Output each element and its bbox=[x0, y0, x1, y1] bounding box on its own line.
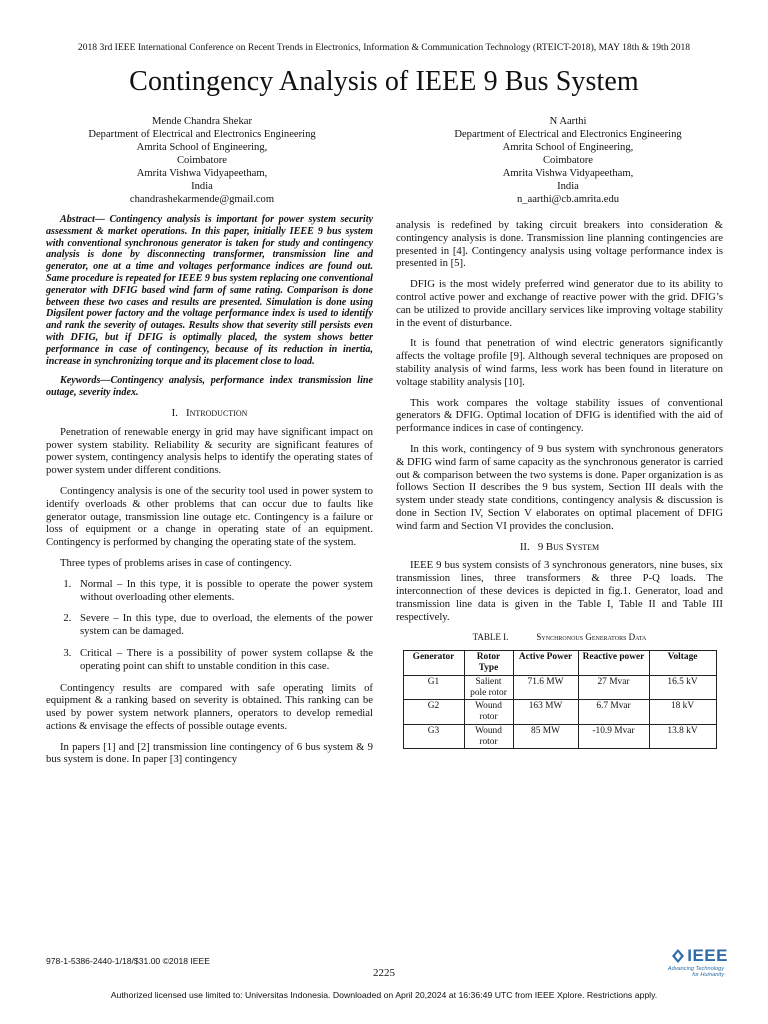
ieee-logo bbox=[658, 946, 728, 986]
license-note: Authorized licensed use limited to: Universitas Indonesia. Downloaded on April 20,2024 at 16:36:49 UTC from IEEE Xplore. Restrictions apply. bbox=[110, 990, 658, 1000]
paragraph: Penetration of renewable energy in grid may have significant impact on power system stability. Reliability & security are significant features of power system, contingency analysis helps to identify the operating states of power system under different conditions. bbox=[46, 425, 373, 477]
paragraph: IEEE 9 bus system consists of 3 synchronous generators, nine buses, six transmission lines, three transformers & three P-Q loads. The interconnection of these devices is depicted in fig.1. Generator, load and transmission line data is given in the Table I, Table II and Table III respectively. bbox=[396, 559, 723, 623]
table-row bbox=[403, 724, 716, 749]
table-row bbox=[403, 700, 716, 725]
table-cell: 13.8 kV bbox=[649, 724, 716, 749]
author-city: Coimbatore bbox=[542, 155, 593, 166]
abstract-text: — Contingency analysis is important for power system security assessment & market operations. In this paper, initially IEEE 9 bus system with conventional synchronous generator is taken for study and contingency analysis is done by disconnecting transformer, transmission line and generator, one at a time and voltages performance indices are found out. Same procedure is repeated for IEEE 9 bus system replacing one conventional generator with DFIG based wind farm of same rating. Comparison is done between these two cases and results are presented. Simulation is done using Digsilent power factory and the voltage performance index is used to identify and rank the severity of outages. Results show that severity still persists even with DFIG, but if DFIG is optimally placed, the system shows better performance in case of contingency, because of its reduction in inertia, increase in synchronizing torque and its placement close to load. bbox=[46, 214, 373, 367]
table-cell: G3 bbox=[403, 724, 464, 749]
section-heading-9-bus-system bbox=[396, 541, 723, 554]
table-cell: G1 bbox=[403, 675, 464, 700]
author-country: India bbox=[557, 181, 579, 192]
section-number: I. bbox=[171, 406, 178, 419]
table-cell: 16.5 kV bbox=[649, 675, 716, 700]
table-cell: G2 bbox=[403, 700, 464, 725]
section-title: 9 Bus System bbox=[537, 540, 600, 553]
column-header: Rotor Type bbox=[464, 651, 513, 676]
table-title: Synchronous Generators Data bbox=[536, 632, 647, 643]
table-caption bbox=[396, 631, 723, 644]
left-column bbox=[46, 214, 373, 774]
paragraph: Three types of problems arises in case of contingency. bbox=[60, 556, 292, 569]
column-header: Voltage bbox=[649, 651, 716, 676]
isbn-footer: 978-1-5386-2440-1/18/$31.00 ©2018 IEEE bbox=[46, 956, 211, 966]
conference-header: 2018 3rd IEEE International Conference on Recent Trends in Electronics, Information & Communication Technology (RTEICT-2018), MAY 18th & 19th 2018 bbox=[77, 42, 691, 53]
table-cell: -10.9 Mvar bbox=[578, 724, 649, 749]
list-item: 3. Critical – There is a possibility of power system collapse & the operating point can shift to unstable condition in this case. bbox=[74, 647, 373, 673]
tagline-line-1: Advancing Technology bbox=[667, 966, 724, 972]
ieee-tagline bbox=[658, 966, 728, 978]
author-city: Coimbatore bbox=[176, 155, 227, 166]
right-column bbox=[396, 219, 723, 749]
list-item: 2. Severe – In this type, due to overload, the elements of the power system can be damaged. bbox=[74, 612, 373, 638]
section-heading-introduction bbox=[46, 407, 373, 420]
table-cell: 6.7 Mvar bbox=[578, 700, 649, 725]
list-item: 1. Normal – In this type, it is possible to operate the power system without overloading other elements. bbox=[74, 578, 373, 604]
keywords bbox=[46, 375, 373, 399]
author-dept: Department of Electrical and Electronics Engineering bbox=[88, 129, 316, 140]
author-name: Mende Chandra Shekar bbox=[151, 116, 253, 127]
column-header: Active Power bbox=[513, 651, 578, 676]
abstract-label: Abstract bbox=[60, 214, 95, 225]
table-cell: Salient pole rotor bbox=[464, 675, 513, 700]
table-cell: 27 Mvar bbox=[578, 675, 649, 700]
section-title: Introduction bbox=[186, 406, 248, 419]
author-block-2 bbox=[418, 115, 718, 206]
tagline-line-2: for Humanity bbox=[692, 972, 724, 978]
generator-data-table bbox=[403, 650, 717, 749]
table-cell: 71.6 MW bbox=[513, 675, 578, 700]
keywords-text: —Contingency analysis, performance index transmission line outage, severity index. bbox=[46, 375, 373, 399]
table-header-row bbox=[403, 651, 716, 676]
author-university: Amrita Vishwa Vidyapeetham, bbox=[502, 168, 634, 179]
table-label: TABLE I. bbox=[472, 632, 509, 643]
paragraph: DFIG is the most widely preferred wind generator due to its ability to control active power and exchange of reactive power with the grid. DFIG’s can be utilized to provide ancillary services like improving voltage stability in the event of disturbance. bbox=[396, 278, 723, 329]
paragraph: Contingency analysis is one of the security tool used in power system to identify overloads & other problems that can occur due to faults like generator outage, transmission line outage etc. Contingency is a failure or loss of equipment or a change in operating state of an equipment. Contingency is performed by changing the operating state of the system. bbox=[46, 484, 373, 549]
author-block-1 bbox=[52, 115, 352, 206]
paragraph: In this work, contingency of 9 bus system with synchronous generators & DFIG wind farm of same capacity as the synchronous generator is carried out & comparison between the two systems is done. Paper organization is as follows Section II describes the 9 bus system, Section III deals with the system under steady state conditions, contingency analysis & discussion is done in Section IV, Section V elaborates on optimal placement of DFIG wind farm and Section VI provides the conclusion. bbox=[396, 442, 723, 532]
author-name: N Aarthi bbox=[549, 116, 587, 127]
ieee-wordmark: IEEE bbox=[687, 946, 728, 965]
table-row bbox=[403, 675, 716, 700]
paragraph: analysis is redefined by taking circuit breakers into consideration & contingency analysis is done. Transmission line planning contingencies are presented in [4]. Contingency analysis using voltage performance index is presented in [5]. bbox=[396, 219, 723, 270]
table-cell: 163 MW bbox=[513, 700, 578, 725]
keywords-label: Keywords bbox=[60, 375, 101, 387]
author-university: Amrita Vishwa Vidyapeetham, bbox=[136, 168, 268, 179]
paragraph: It is found that penetration of wind electric generators significantly affects the voltage profile [9]. Although several techniques are proposed on stability analysis of wind farms, less work has been found in literature on voltage stability analysis [10]. bbox=[396, 337, 723, 388]
section-number: II. bbox=[519, 540, 530, 553]
table-cell: Wound rotor bbox=[464, 724, 513, 749]
column-header: Reactive power bbox=[578, 651, 649, 676]
author-school: Amrita School of Engineering, bbox=[502, 142, 634, 153]
ieee-diamond-icon bbox=[672, 949, 684, 963]
author-email: n_aarthi@cb.amrita.edu bbox=[516, 194, 620, 205]
author-dept: Department of Electrical and Electronics Engineering bbox=[454, 129, 682, 140]
table-cell: 85 MW bbox=[513, 724, 578, 749]
author-school: Amrita School of Engineering, bbox=[136, 142, 268, 153]
paragraph: In papers [1] and [2] transmission line contingency of 6 bus system & 9 bus system is done. In paper [3] contingency bbox=[46, 740, 373, 766]
author-email: chandrashekarmende@gmail.com bbox=[129, 194, 275, 205]
problem-types-list bbox=[46, 578, 373, 673]
column-header: Generator bbox=[403, 651, 464, 676]
author-country: India bbox=[191, 181, 213, 192]
table-cell: 18 kV bbox=[649, 700, 716, 725]
table-cell: Wound rotor bbox=[464, 700, 513, 725]
abstract bbox=[46, 214, 373, 367]
paragraph: Contingency results are compared with safe operating limits of equipment & a ranking based on severity is obtained. This ranking can be used by power system network planners, operators to develop remedial actions & envisage the effects of possible outage events. bbox=[46, 681, 373, 732]
paragraph: This work compares the voltage stability issues of conventional generators & DFIG. Optimal location of DFIG is identified with the aid of performance indices in case of contingency. bbox=[396, 396, 723, 435]
paper-title: Contingency Analysis of IEEE 9 Bus System bbox=[129, 66, 639, 97]
page-number: 2225 bbox=[373, 967, 395, 979]
